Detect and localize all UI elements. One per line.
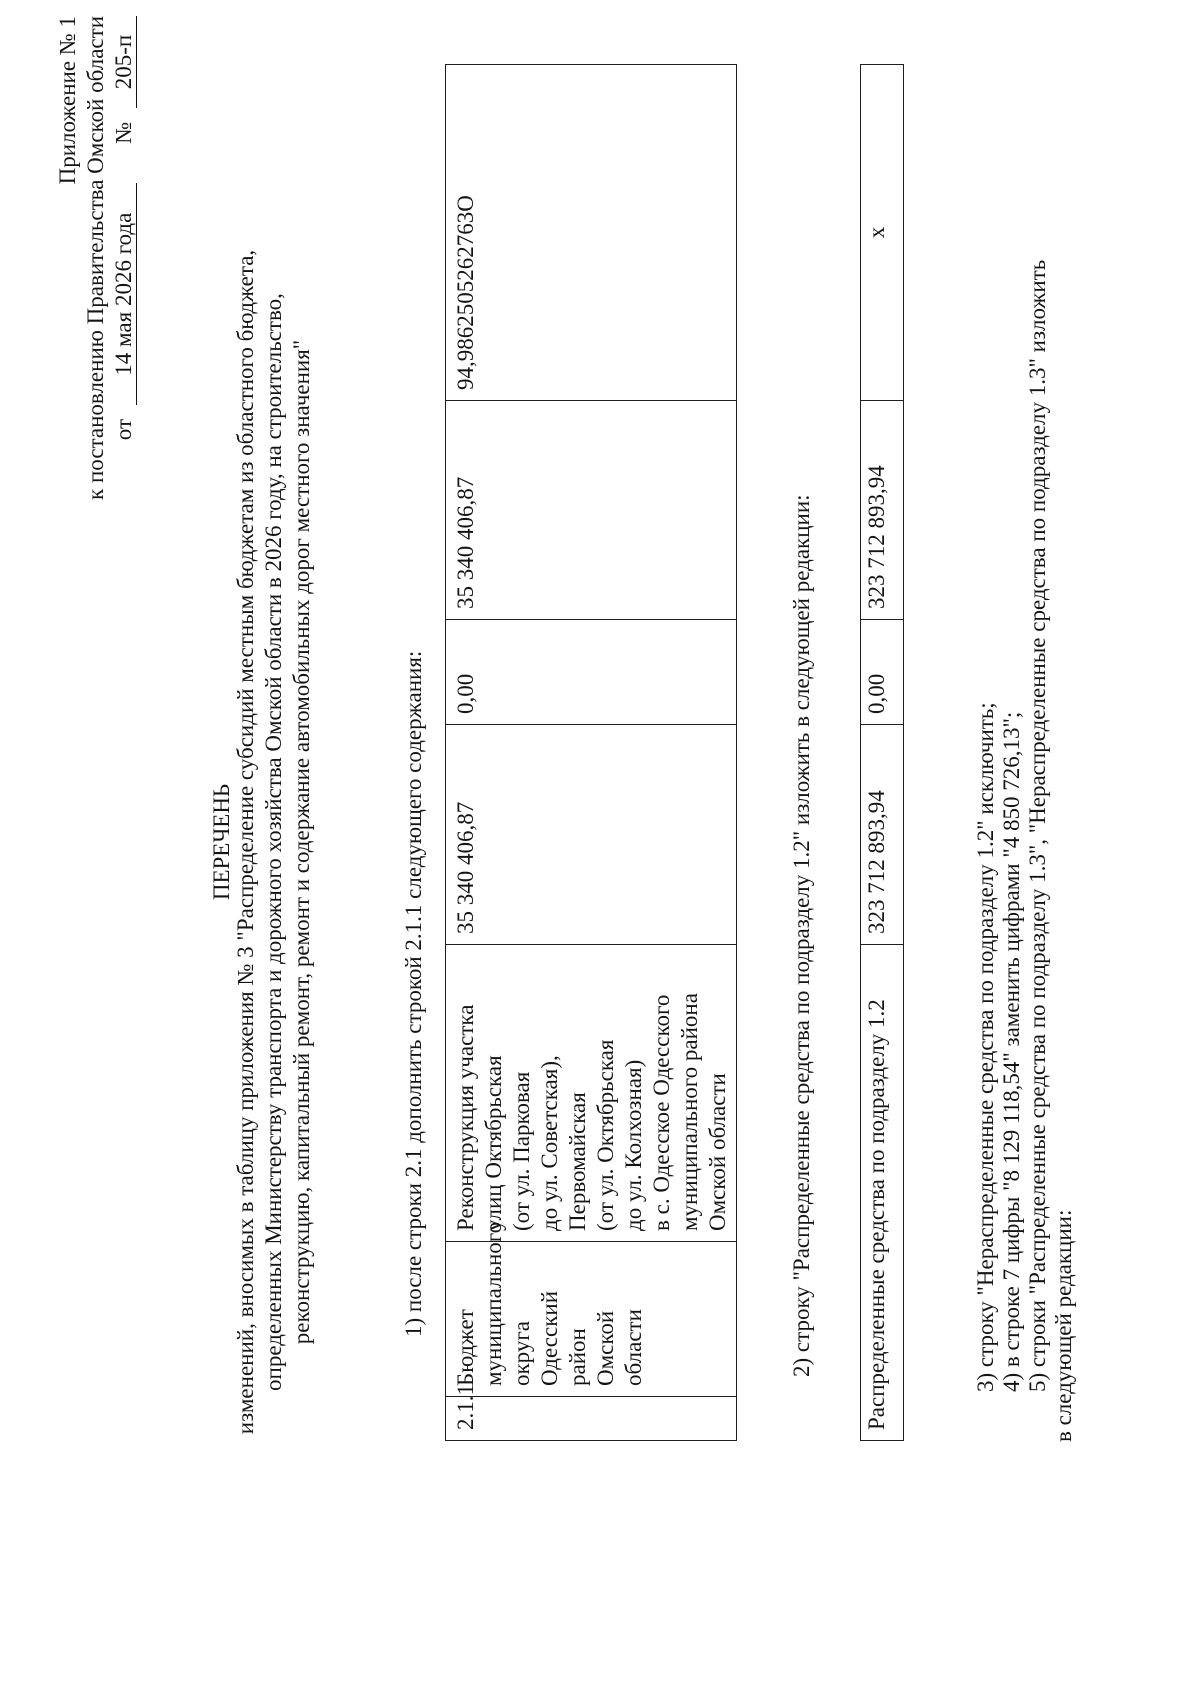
distributed-row-table <box>860 64 904 1441</box>
local-budget-cell: 0,00 <box>446 620 737 725</box>
object-line: до ул. Советская), <box>537 1055 562 1231</box>
approval-line-appendix: Приложение № 1 <box>55 16 80 185</box>
local-budget-cell: 0,00 <box>861 620 904 725</box>
object-line: в с. Одесское Одесского <box>649 994 674 1231</box>
document-subtitle: изменений, вносимых в таблицу приложения № 3 "Распределение субсидий местным бюджетам из областного бюджета, определенных Министерству транспорта и дорожного хозяйства Омской области в 2026 году, на строительство, реконструкцию, капитальный ремонт, ремонт и содержание автомобильных дорог местного значения" <box>233 249 314 1435</box>
item-1-text: 1) после строки 2.1 дополнить строкой 2.1.1 следующего содержания: <box>401 650 426 1337</box>
row-number-cell: 2.1.1 <box>446 1397 737 1441</box>
object-line: Омской области <box>705 1073 730 1231</box>
document-title: ПЕРЕЧЕНЬ <box>209 783 234 901</box>
object-line: (от ул. Октябрьская <box>593 1039 618 1231</box>
resolution-number: 205-п <box>112 16 137 108</box>
table-row <box>861 65 904 1441</box>
share-cell: х <box>861 65 904 401</box>
item-3-text: 3) строку "Нераспределенные средства по подразделу 1.2" исключить; <box>973 702 998 1392</box>
budget-line: области <box>621 1309 646 1386</box>
approval-line-resolution: к постановлению Правительства Омской области <box>83 16 108 500</box>
subsidy-cell: 35 340 406,87 <box>446 401 737 620</box>
table-row <box>446 65 737 1441</box>
subsidy-cell: 323 712 893,94 <box>861 401 904 620</box>
object-line: Реконструкция участка <box>453 1004 478 1231</box>
item-4-text: 4) в строке 7 цифры "8 129 118,54" заменить цифрами "4 850 726,13"; <box>999 711 1024 1392</box>
budget-cell <box>446 1221 737 1397</box>
total-cell: 323 712 893,94 <box>861 725 904 945</box>
object-cell <box>446 945 737 1242</box>
object-line: Первомайская <box>565 1092 590 1231</box>
approval-stamp <box>54 16 138 500</box>
budget-line: муниципального <box>481 1221 506 1386</box>
approval-line-date-number <box>110 16 138 500</box>
object-line: до ул. Колхозная) <box>621 1059 646 1231</box>
item-2-text: 2) строку "Распределенные средства по подразделу 1.2" изложить в следующей редакции: <box>789 494 814 1377</box>
number-label: № <box>111 121 136 144</box>
from-label: от <box>111 418 136 441</box>
object-line: муниципального района <box>677 993 702 1231</box>
share-cell: 94,9862505262763О <box>446 65 737 401</box>
label-cell: Распределенные средства по подразделу 1.2 <box>861 945 904 1441</box>
budget-line: Бюджет <box>453 1309 478 1386</box>
new-row-table <box>445 64 737 1441</box>
object-line: (от ул. Парковая <box>509 1071 534 1231</box>
budget-line: район Омской <box>565 1310 618 1386</box>
item-5-text-line-2: в следующей редакции: <box>1051 1209 1076 1442</box>
total-cell: 35 340 406,87 <box>446 725 737 945</box>
budget-line: округа Одесский <box>509 1291 562 1386</box>
object-line: улиц Октябрьская <box>481 1055 506 1231</box>
item-5-text-line-1: 5) строки "Распределенные средства по подразделу 1.3", "Нераспределенные средства по подразделу 1.3" изложить <box>1025 259 1050 1392</box>
resolution-date: 14 мая 2026 года <box>112 183 137 405</box>
